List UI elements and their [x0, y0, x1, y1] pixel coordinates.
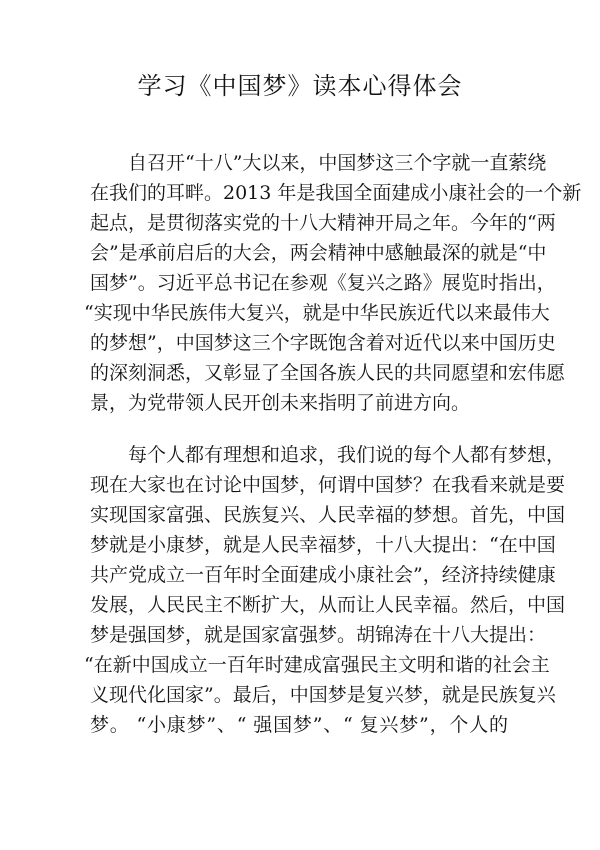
paragraph-line: “实现中华民族伟大复兴，就是中华民族近代以来最伟大	[84, 302, 550, 324]
paragraph-line: 共产党成立一百年时全面建成小康社会”，经济持续健康	[90, 564, 556, 586]
paragraph-line: 会”是承前启后的大会，两会精神中感触最深的就是“中	[90, 242, 547, 264]
paragraph-line: 梦是强国梦，就是国家富强梦。胡锦涛在十八大提出：	[90, 624, 547, 646]
paragraph-line: 自召开“十八”大以来，中国梦这三个字就一直萦绕	[128, 152, 547, 174]
paragraph-line: 的深刻洞悉，又彰显了全国各族人民的共同愿望和宏伟愿	[90, 362, 566, 384]
paragraph-line: 在我们的耳畔。2013 年是我国全面建成小康社会的一个新	[90, 182, 582, 204]
paragraph-line: “在新中国成立一百年时建成富强民主文明和谐的社会主	[84, 654, 550, 676]
paragraph-line: 发展，人民民主不断扩大，从而让人民幸福。然后，中国	[90, 594, 566, 616]
paragraph-line: 梦。 “小康梦”、“ 强国梦”、“ 复兴梦”，个人的	[90, 714, 508, 736]
paragraph-line: 义现代化国家”。最后，中国梦是复兴梦，就是民族复兴	[90, 684, 556, 706]
paragraph-line: 国梦”。习近平总书记在参观《复兴之路》展览时指出，	[90, 272, 556, 294]
paragraph-line: 起点，是贯彻落实党的十八大精神开局之年。今年的“两	[90, 212, 556, 234]
paragraph-line: 现在大家也在讨论中国梦，何谓中国梦？在我看来就是要	[90, 474, 566, 496]
paragraph-line: 每个人都有理想和追求，我们说的每个人都有梦想，	[128, 444, 566, 466]
paragraph-line: 实现国家富强、民族复兴、人民幸福的梦想。首先，中国	[90, 504, 566, 526]
paragraph-line: 的梦想”，中国梦这三个字既饱含着对近代以来中国历史	[90, 332, 556, 354]
document-title: 学习《中国梦》读本心得体会	[137, 72, 463, 100]
paragraph-line: 梦就是小康梦，就是人民幸福梦，十八大提出：“在中国	[90, 534, 556, 556]
paragraph-line: 景，为党带领人民开创未来指明了前进方向。	[90, 392, 471, 414]
